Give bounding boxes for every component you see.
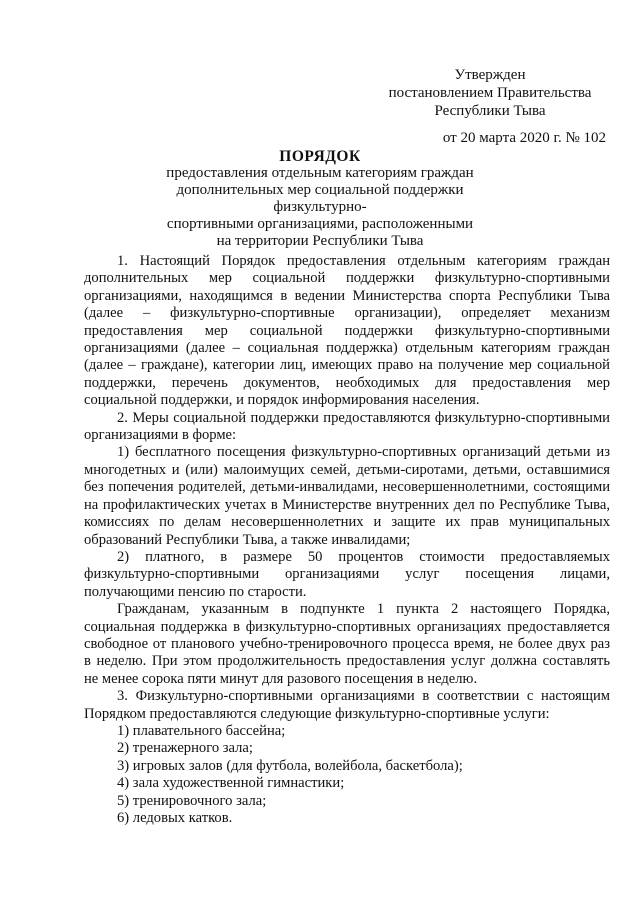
service-item: 1) плавательного бассейна; <box>117 722 286 739</box>
service-item: 5) тренировочного зала; <box>117 792 267 809</box>
service-item: 3) игровых залов (для футбола, волейбола, баскетбола); <box>117 757 463 774</box>
paragraph-2-item-2: 2) платного, в размере 50 процентов стоимости предоставляемых физкультурно-спортивными организациями услуг посещения лицами, получающими пенсию по старости. <box>84 548 610 600</box>
approval-date: от 20 марта 2020 г. № 102 <box>442 130 606 146</box>
paragraph-2-item-1: 1) бесплатного посещения физкультурно-спортивных организаций детьми из многодетных и (или) малоимущих семей, детьми-сиротами, детьми, оставшимися без попечения родителей, детьми-инвалидами, несовершеннолетними, состоящими на профилактических учетах в Министерстве внутренних дел по Республике Тыва, комиссиях по делам несовершеннолетних и защите их прав муниципальных образований Республики Тыва, а также инвалидами; <box>84 444 610 548</box>
subtitle-line-3: спортивными организациями, расположенными <box>166 216 474 232</box>
document-title: ПОРЯДОК <box>279 148 361 165</box>
paragraph-1: 1. Настоящий Порядок предоставления отдельным категориям граждан дополнительных мер социальной поддержки физкультурно-спортивными организациями, находящимся в ведении Министерства спорта Республики Тыва (далее – физкультурно-спортивные организации), определяет механизм предоставления мер социальной поддержки физкультурно-спортивными организациями (далее – социальная поддержка) отдельным категориям граждан (далее – граждане), категории лиц, имеющих право на получение мер социальной поддержки, перечень документов, необходимых для предоставления мер социальной поддержки, и порядок информирования населения. <box>84 253 610 409</box>
paragraph-3: 3. Физкультурно-спортивными организациями в соответствии с настоящим Порядком предоставляются следующие физкультурно-спортивные услуги: <box>84 688 610 722</box>
service-item: 4) зала художественной гимнастики; <box>117 775 345 792</box>
paragraph-citizens: Гражданам, указанным в подпункте 1 пункта 2 настоящего Порядка, социальная поддержка в физкультурно-спортивных организациях предоставляется свободное от планового учебно-тренировочного процесса время, не более двух раз в неделю. При этом продолжительность предоставления услуг должна составлять не менее сорока пяти минут для разового посещения в неделю. <box>84 601 610 687</box>
service-item: 6) ледовых катков. <box>117 810 233 826</box>
paragraph-2: 2. Меры социальной поддержки предоставляются физкультурно-спортивными организациями в форме: <box>84 409 610 444</box>
approval-block <box>370 66 610 147</box>
subtitle-line-1: предоставления отдельным категориям граждан <box>166 165 474 181</box>
subtitle-line-4: на территории Республики Тыва <box>216 233 424 249</box>
approval-line-1: Утвержден <box>454 67 526 83</box>
approval-line-3: Республики Тыва <box>434 103 546 119</box>
service-item: 2) тренажерного зала; <box>117 740 253 757</box>
subtitle-line-2: дополнительных мер социальной поддержки физкультурно- <box>176 182 464 215</box>
document-body <box>84 253 610 827</box>
approval-line-2: постановлением Правительства <box>388 85 592 101</box>
document-subtitle <box>130 165 510 250</box>
